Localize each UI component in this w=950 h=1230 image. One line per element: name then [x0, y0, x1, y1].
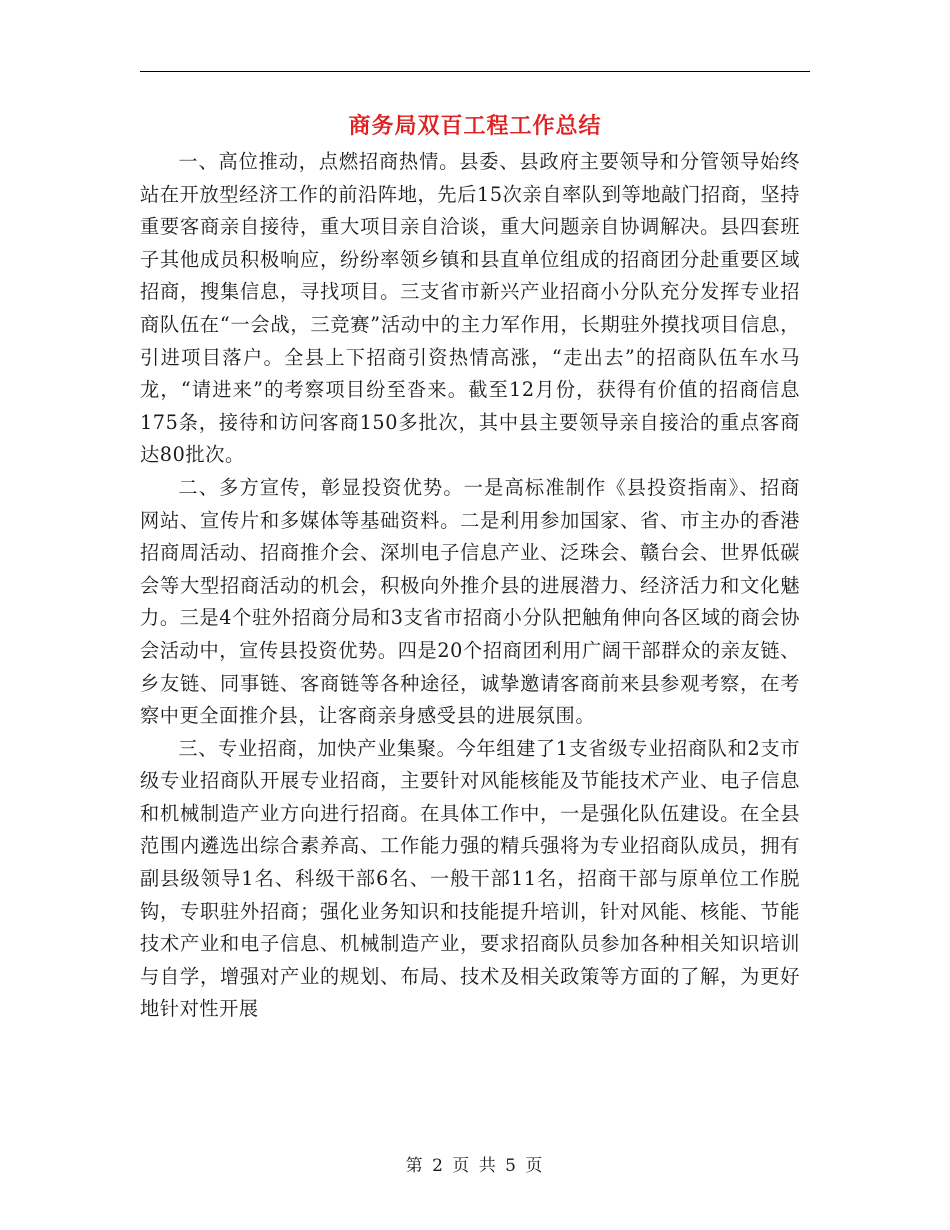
header-rule: [140, 71, 810, 72]
paragraph-1: 一、高位推动，点燃招商热情。县委、县政府主要领导和分管领导始终站在开放型经济工作的前沿阵地，先后15次亲自率队到等地敲门招商，坚持重要客商亲自接待，重大项目亲自洽谈，重大问题亲自协调解决。县四套班子其他成员积极响应，纷纷率领乡镇和县直单位组成的招商团分赴重要区域招商，搜集信息，寻找项目。三支省市新兴产业招商小分队充分发挥专业招商队伍在“一会战，三竞赛”活动中的主力军作用，长期驻外摸找项目信息，引进项目落户。全县上下招商引资热情高涨，“走出去”的招商队伍车水马龙，“请进来”的考察项目纷至沓来。截至12月份，获得有价值的招商信息175条，接待和访问客商150多批次，其中县主要领导亲自接洽的重点客商达80批次。: [140, 150, 800, 467]
paragraph-3: 三、专业招商，加快产业集聚。今年组建了1支省级专业招商队和2支市级专业招商队开展专业招商，主要针对风能核能及节能技术产业、电子信息和机械制造产业方向进行招商。在具体工作中，一是强化队伍建设。在全县范围内遴选出综合素养高、工作能力强的精兵强将为专业招商队成员，拥有副县级领导1名、科级干部6名、一般干部11名，招商干部与原单位工作脱钩，专职驻外招商；强化业务知识和技能提升培训，针对风能、核能、节能技术产业和电子信息、机械制造产业，要求招商队员参加各种相关知识培训与自学，增强对产业的规划、布局、技术及相关政策等方面的了解，为更好地针对性开展: [140, 736, 800, 1021]
paragraph-2: 二、多方宣传，彰显投资优势。一是高标准制作《县投资指南》、招商网站、宣传片和多媒体等基础资料。二是利用参加国家、省、市主办的香港招商周活动、招商推介会、深圳电子信息产业、泛珠会、赣台会、世界低碳会等大型招商活动的机会，积极向外推介县的进展潜力、经济活力和文化魅力。三是4个驻外招商分局和3支省市招商小分队把触角伸向各区域的商会协会活动中，宣传县投资优势。四是20个招商团利用广阔干部群众的亲友链、乡友链、同事链、客商链等各种途径，诚挚邀请客商前来县参观考察，在考察中更全面推介县，让客商亲身感受县的进展氛围。: [140, 475, 800, 728]
document-body: [140, 146, 800, 1026]
page-footer: 第 2 页 共 5 页: [405, 1156, 545, 1176]
document-title: 商务局双百工程工作总结: [348, 113, 602, 139]
